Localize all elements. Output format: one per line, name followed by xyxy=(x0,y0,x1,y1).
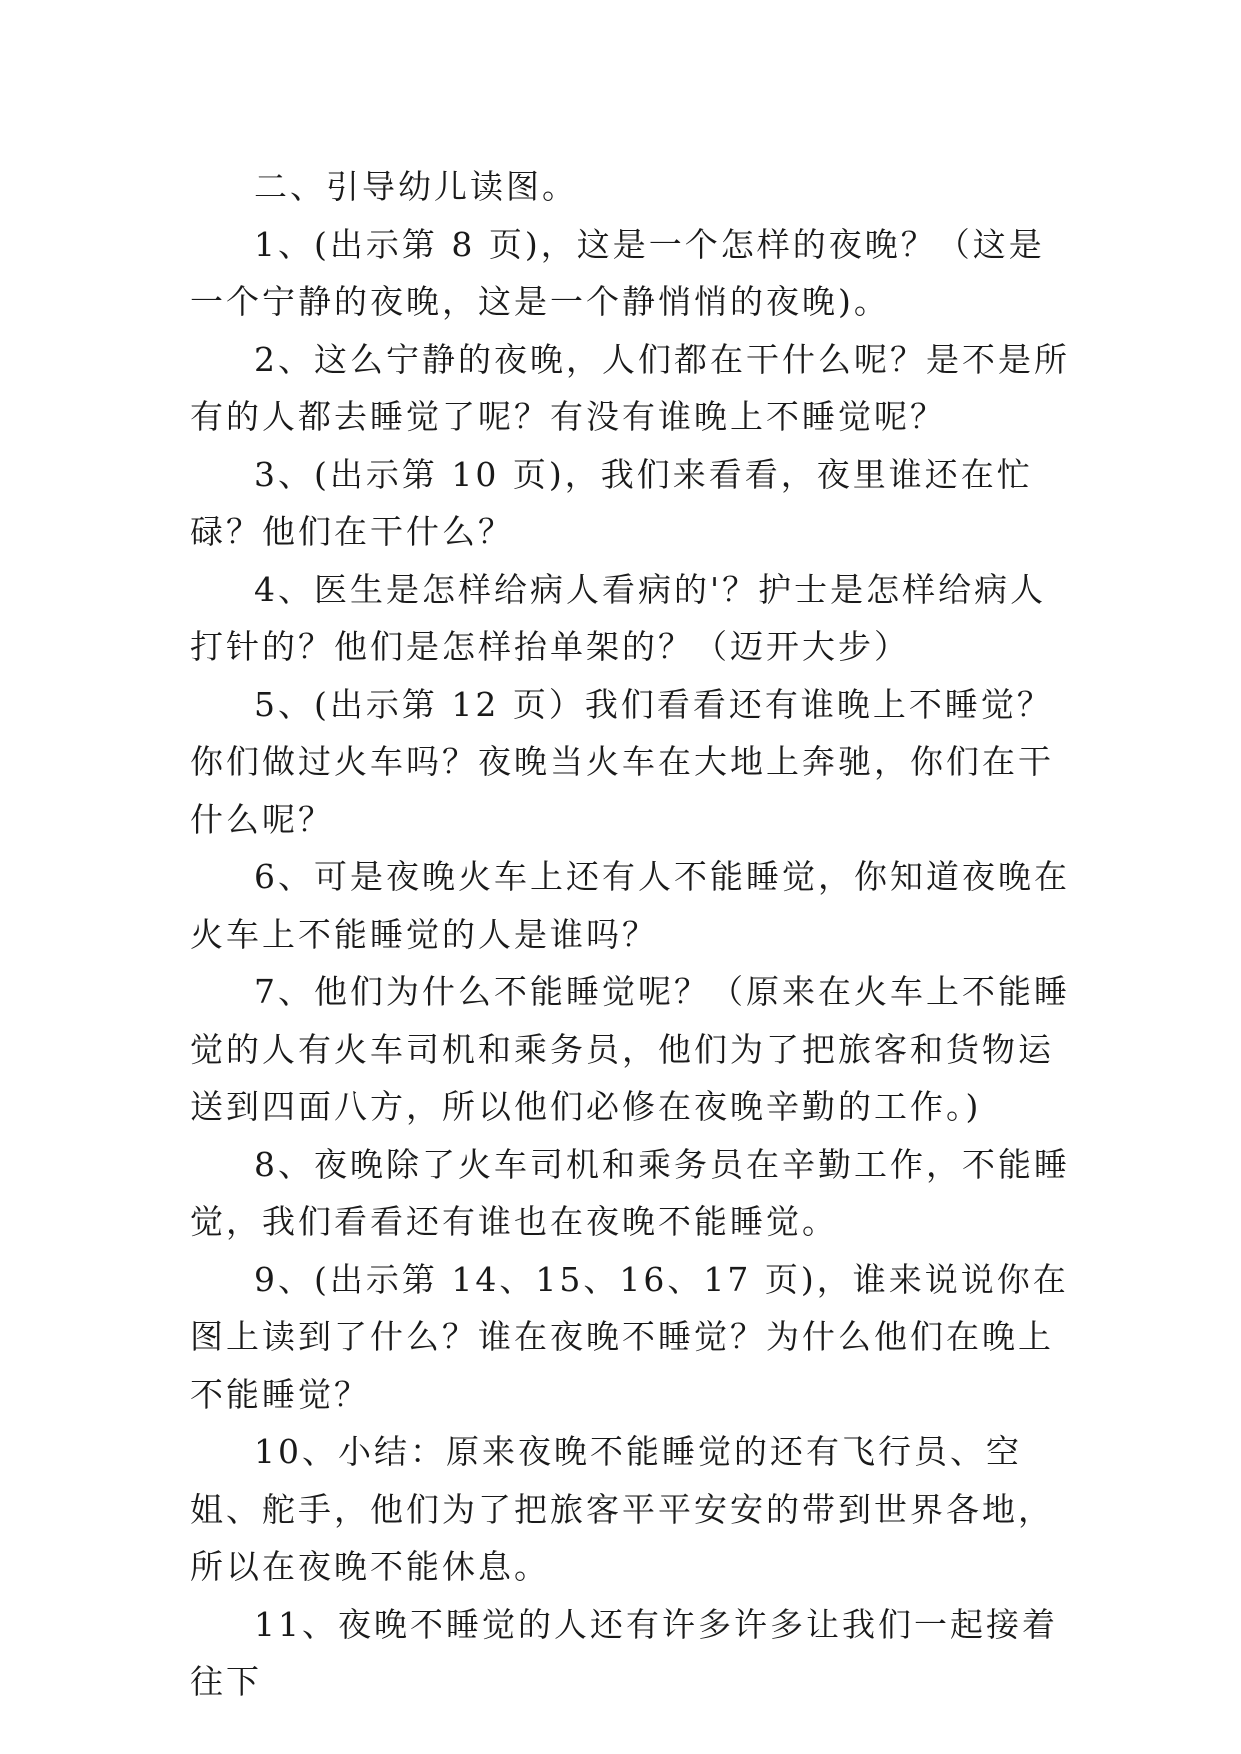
paragraph-heading: 二、引导幼儿读图。 xyxy=(254,167,578,206)
paragraph-item-9: 9、(出示第 14、15、16、17 页)，谁来说说你在图上读到了什么？谁在夜晚不睡觉？为什么他们在晚上不能睡觉？ xyxy=(190,1259,1069,1414)
paragraph-item-3: 3、(出示第 10 页)，我们来看看，夜里谁还在忙碌？他们在干什么？ xyxy=(190,454,1033,551)
paragraph-item-7: 7、他们为什么不能睡觉呢？（原来在火车上不能睡觉的人有火车司机和乘务员，他们为了把旅客和货物运送到四面八方，所以他们必修在夜晚辛勤的工作。) xyxy=(190,972,1070,1126)
paragraph-item-4: 4、医生是怎样给病人看病的'？护士是怎样给病人打针的？他们是怎样抬单架的？（迈开大步） xyxy=(190,569,1047,666)
paragraph-item-8: 8、夜晚除了火车司机和乘务员在辛勤工作，不能睡觉，我们看看还有谁也在夜晚不能睡觉。 xyxy=(190,1144,1070,1241)
paragraph-item-1: 1、(出示第 8 页)，这是一个怎样的夜晚？（这是一个宁静的夜晚，这是一个静悄悄的夜晚)。 xyxy=(190,224,1045,321)
paragraph-item-10: 10、小结：原来夜晚不能睡觉的还有飞行员、空姐、舵手，他们为了把旅客平平安安的带到世界各地，所以在夜晚不能休息。 xyxy=(190,1432,1054,1586)
paragraph-item-11: 11、夜晚不睡觉的人还有许多许多让我们一起接着往下 xyxy=(190,1604,1058,1701)
document-body xyxy=(190,158,1070,1711)
paragraph-item-2: 2、这么宁静的夜晚，人们都在干什么呢？是不是所有的人都去睡觉了呢？有没有谁晚上不睡觉呢？ xyxy=(190,339,1070,436)
paragraph-item-5: 5、(出示第 12 页）我们看看还有谁晚上不睡觉？你们做过火车吗？夜晚当火车在大地上奔驰，你们在干什么呢？ xyxy=(190,684,1054,839)
paragraph-item-6: 6、可是夜晚火车上还有人不能睡觉，你知道夜晚在火车上不能睡觉的人是谁吗？ xyxy=(190,857,1070,954)
